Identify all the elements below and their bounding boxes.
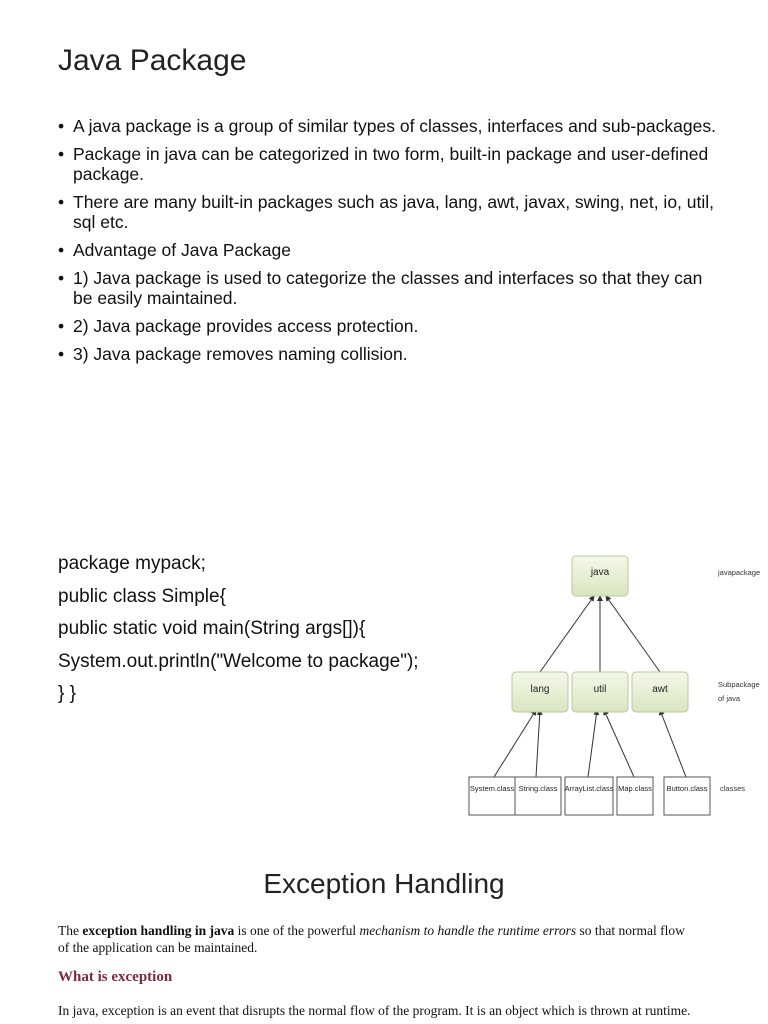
subpackage-node	[572, 672, 628, 712]
list-item: • 1) Java package is used to categorize the classes and interfaces so that they can be easily maintained.	[58, 268, 718, 308]
code-line: System.out.println("Welcome to package");	[58, 650, 419, 672]
connector	[606, 596, 660, 672]
connector	[536, 710, 540, 777]
package-hierarchy-diagram	[464, 548, 764, 823]
intro-text: The	[58, 923, 83, 938]
subpackage-node	[512, 672, 568, 712]
list-item: • Advantage of Java Package	[58, 240, 718, 260]
class-label: System.class	[469, 784, 515, 793]
intro-text: so that normal flow of the application can be maintained.	[58, 923, 685, 955]
connector	[540, 596, 594, 672]
class-box	[565, 777, 614, 815]
class-box	[469, 777, 515, 815]
code-line: } }	[58, 683, 76, 704]
class-label: Map.class	[618, 784, 652, 793]
intro-text: is one of the powerful	[234, 923, 360, 938]
connector	[604, 710, 634, 777]
class-box	[515, 777, 561, 815]
connector	[588, 710, 597, 777]
list-item: • There are many built-in packages such as java, lang, awt, javax, swing, net, io, util, sql etc.	[58, 192, 718, 232]
subpackage-caption: Subpackage	[718, 680, 760, 689]
class-box	[617, 777, 653, 815]
intro-italic-text: mechanism to handle the runtime errors	[359, 923, 577, 938]
code-line: public static void main(String args[]){	[58, 618, 366, 639]
subpackage-caption: of java	[718, 694, 741, 703]
intro-paragraph	[58, 922, 698, 956]
list-item: • 2) Java package provides access protection.	[58, 316, 718, 336]
class-label: ArrayList.class	[564, 784, 614, 793]
root-package-label: java	[590, 567, 610, 578]
code-sample	[58, 548, 419, 711]
classes-caption: classes	[720, 784, 746, 793]
class-label: String.class	[518, 784, 558, 793]
code-line: package mypack;	[58, 553, 206, 574]
class-label: Button.class	[666, 784, 708, 793]
intro-bold-text: exception handling in java	[82, 923, 235, 938]
slide-title: Java Package	[58, 44, 247, 77]
connector	[660, 710, 686, 777]
root-caption: javapackage	[718, 568, 761, 577]
list-item: • A java package is a group of similar types of classes, interfaces and sub-packages.	[58, 116, 718, 136]
connector	[494, 710, 536, 777]
code-line: public class Simple{	[58, 585, 226, 607]
section-title: Exception Handling	[263, 868, 505, 899]
list-item: • 3) Java package removes naming collision.	[58, 344, 718, 364]
bullet-list	[58, 116, 718, 372]
class-box	[664, 777, 710, 815]
subpackage-label: awt	[652, 684, 668, 695]
subpackage-node	[632, 672, 688, 712]
body-paragraph: In java, exception is an event that disrupts the normal flow of the program. It is an object which is thrown at runtime.	[58, 1003, 691, 1018]
subheading: What is exception	[58, 969, 173, 985]
subpackage-label: util	[593, 684, 607, 695]
subpackage-label: lang	[530, 684, 550, 695]
list-item: • Package in java can be categorized in two form, built-in package and user-defined package.	[58, 144, 718, 184]
root-package-node	[572, 556, 628, 596]
